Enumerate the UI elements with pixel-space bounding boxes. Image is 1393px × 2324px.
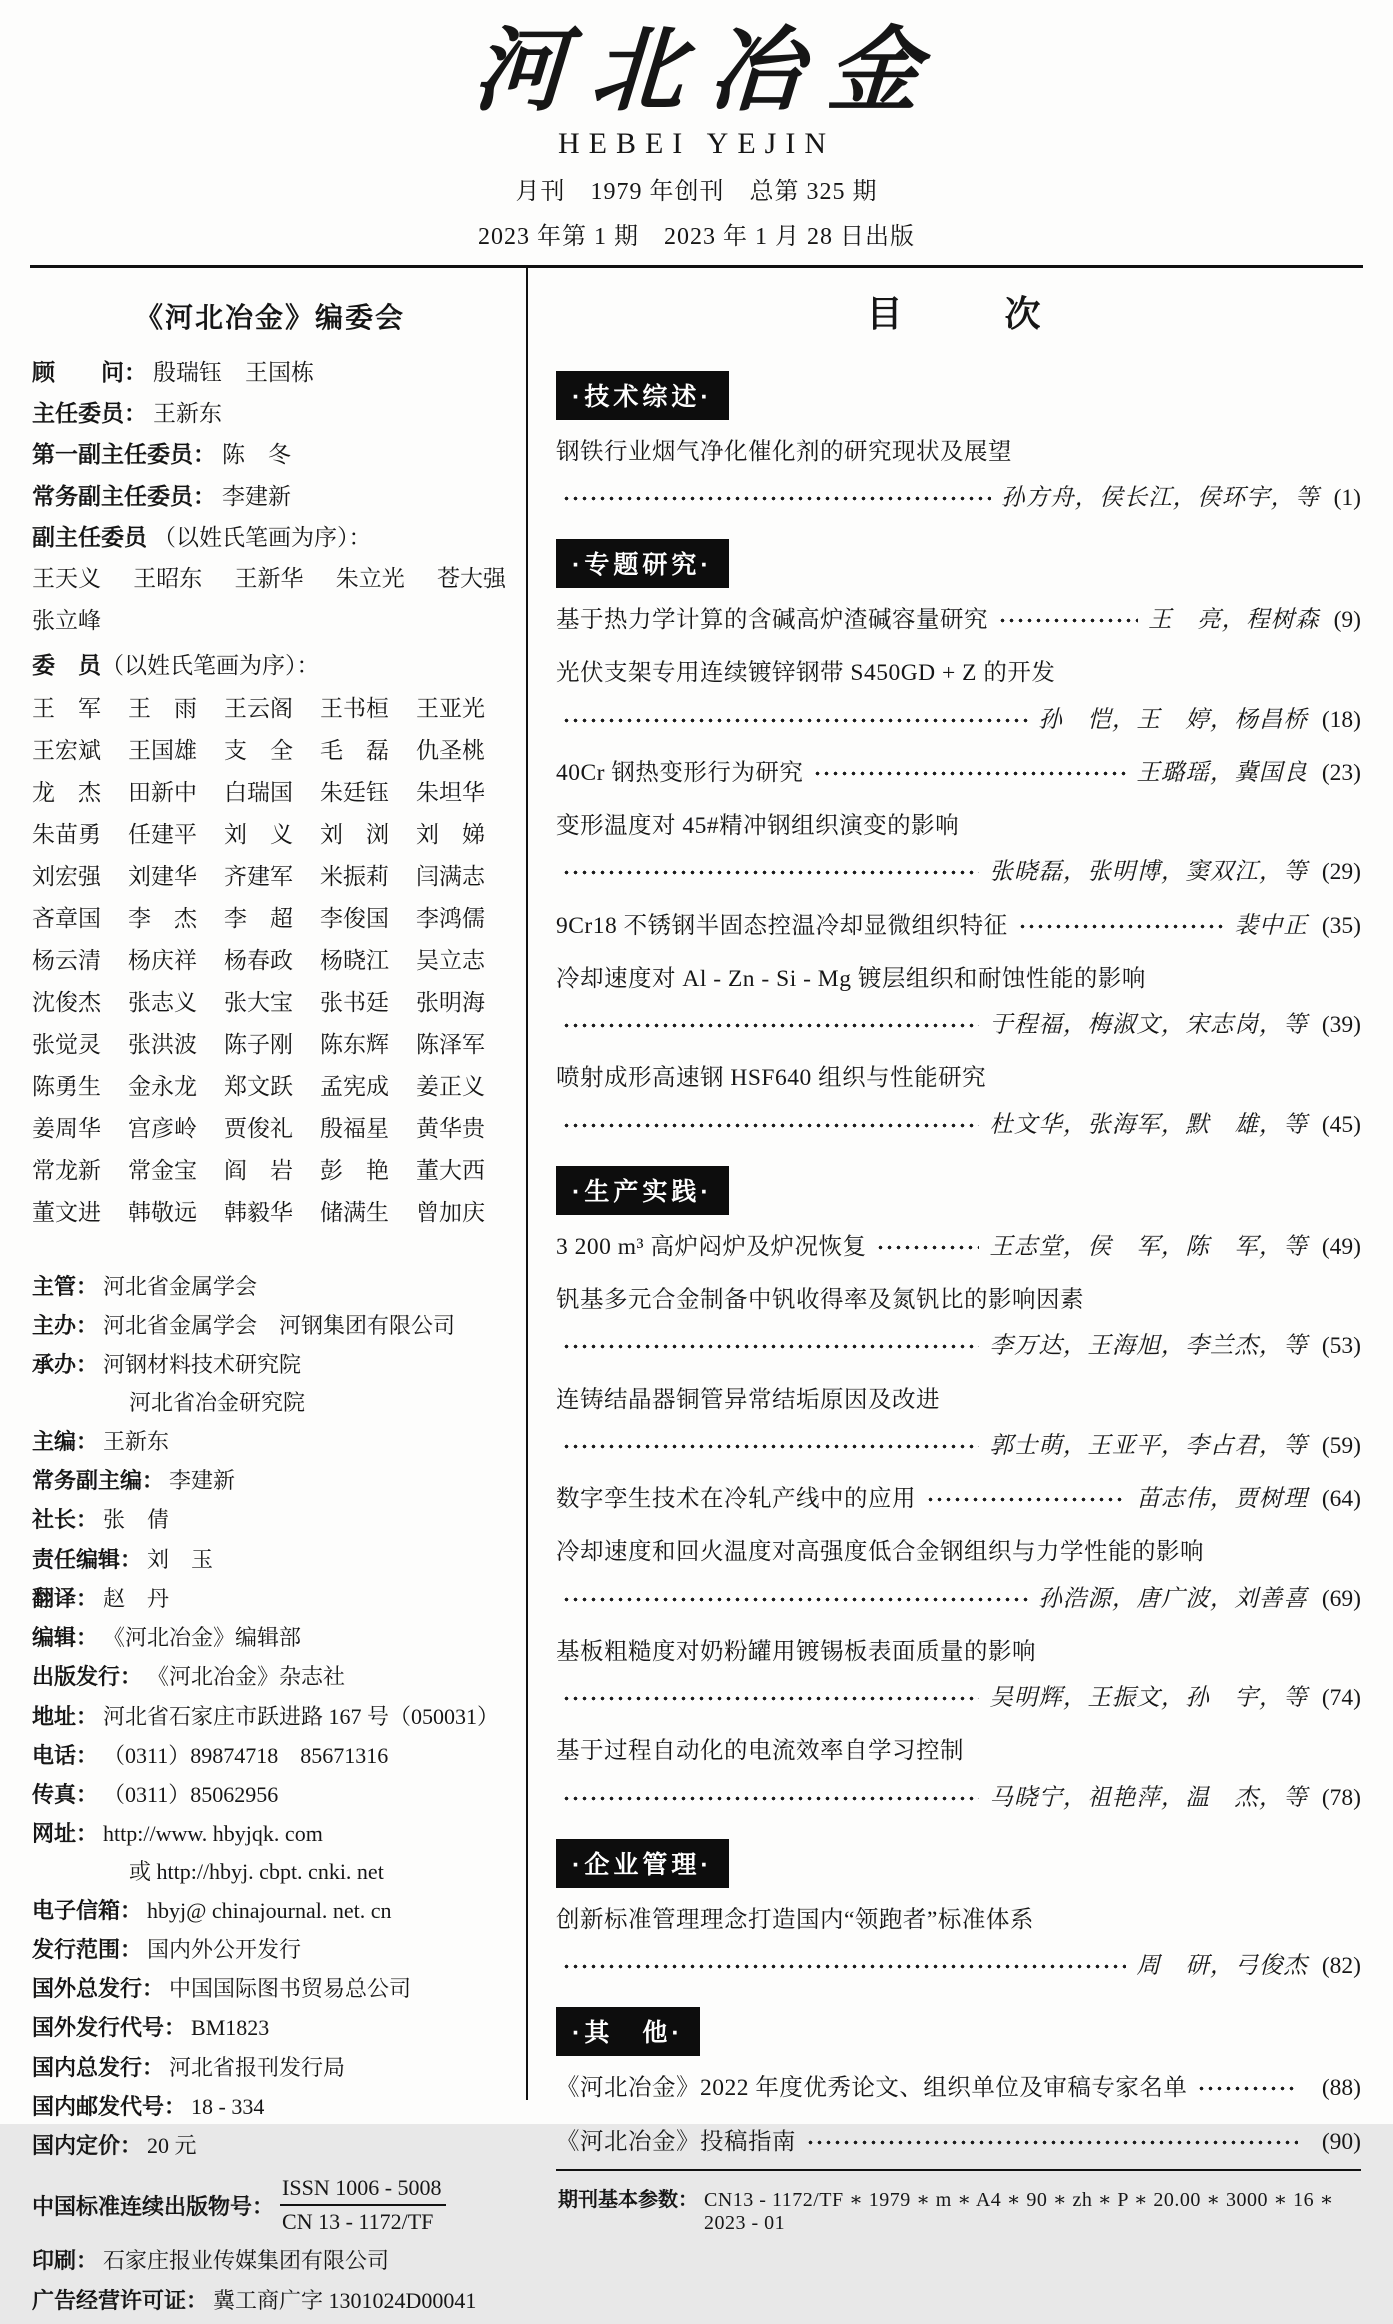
vice-chair-name: 苍大强 [437,566,506,592]
member-name: 张大宝 [224,990,293,1015]
member-header-note: （以姓氏笔画为序）： [101,653,320,678]
toc-article-title: 9Cr18 不锈钢半固态控温冷却显微组织特征 [556,912,1008,939]
member-name: 张明海 [416,990,485,1015]
member-name: 宫彦岭 [128,1116,197,1141]
publication-row [32,1465,508,1496]
member-name: 阎 岩 [224,1158,293,1183]
toc-article-page: (23) [1321,759,1361,786]
board-role-row [32,438,508,471]
journal-parameters-label: 期刊基本参数： [558,2188,698,2211]
toc-article-page: (88) [1321,2075,1361,2102]
toc-article-page: (45) [1321,1111,1361,1138]
publication-value: 张 倩 [103,1507,170,1533]
toc-column [526,268,1363,2234]
publication-row [32,2091,508,2122]
member-name: 张书廷 [320,990,389,1015]
content-columns [30,268,1363,2313]
member-name: 刘 娣 [416,822,485,847]
publication-bottom-block [32,2169,508,2323]
member-name: 龙 杰 [32,780,101,805]
toc-article-title-line [556,1283,1361,1318]
toc-article-title-line [556,1635,1361,1670]
toc-article-line [556,909,1361,944]
member-name: 王云阁 [224,696,293,721]
board-role-label: 第一副主任委员： [32,441,216,468]
member-name: 王国雄 [128,738,197,763]
journal-parameters-footer [556,2169,1361,2239]
toc-leader-dots [562,1021,979,1030]
publication-label: 网址： [32,1821,99,1847]
publication-label: 编辑： [32,1625,99,1651]
publication-value: 河钢材料技术研究院 [103,1352,302,1378]
toc-title: 目 次 [866,292,1051,334]
publication-row [32,1622,508,1653]
toc-article-authors: 张晓磊，张明博，窦双江，等 [989,859,1308,886]
toc-article-title-line [556,962,1361,997]
member-name: 吴立志 [416,948,485,973]
member-name: 陈东辉 [320,1032,389,1057]
publication-row [32,1271,508,1302]
masthead [30,16,1363,268]
toc-article-page: (69) [1321,1585,1361,1612]
toc-article-authors-line [556,1108,1361,1143]
member-name: 殷福星 [320,1116,389,1141]
publication-label: 主管： [32,1274,99,1299]
toc-article-line [556,1230,1361,1265]
publication-row [32,1544,508,1575]
member-name: 王 军 [32,696,101,721]
publication-row [32,1895,508,1926]
issue-date-line: 2023 年第 1 期 2023 年 1 月 28 日出版 [478,223,915,250]
member-name: 杨云清 [32,948,101,973]
publication-value: 河北省金属学会 河钢集团有限公司 [103,1313,456,1339]
member-name: 朱坦华 [416,780,485,805]
toc-article-page: (82) [1321,1953,1361,1980]
toc-article-page: (29) [1321,859,1361,886]
toc-leader-dots [562,716,1028,725]
member-name: 董文进 [32,1200,101,1225]
member-name: 张志义 [128,990,197,1015]
publication-label: 国外总发行： [32,1976,165,2002]
publication-row-continuation [32,1387,508,1418]
toc-article-title: 创新标准管理理念打造国内“领跑者”标准体系 [556,1906,1034,1933]
toc-article-authors: 孙方舟，侯长江，侯环宇，等 [1001,484,1320,511]
publication-row [32,1504,508,1535]
toc-article-page: (35) [1321,912,1361,939]
toc-article-page: (53) [1321,1333,1361,1360]
publication-value: 河北省石家庄市跃进路 167 号（050031） [103,1703,500,1729]
vice-chair-name: 王天义 [32,566,101,592]
toc-article-title: 数字孪生技术在冷轧产线中的应用 [556,1486,916,1513]
toc-article-authors-line [556,1582,1361,1617]
toc-article-title-line [556,809,1361,844]
toc-article-title: 基于热力学计算的含碱高炉渣碱容量研究 [556,607,988,634]
toc-article-authors: 王志堂，侯 军，陈 军，等 [989,1233,1308,1260]
toc-leader-dots [562,1794,979,1803]
member-name: 王书桓 [320,696,389,721]
issn-row [32,2175,508,2235]
member-name: 吝章国 [32,906,101,931]
publication-row [32,1426,508,1457]
toc-article-page: (39) [1321,1012,1361,1039]
member-name: 常金宝 [128,1158,197,1183]
editorial-board-title: 《河北冶金》编委会 [134,301,405,333]
toc-leader-dots [1018,922,1225,931]
toc-article-authors: 李万达，王海旭，李兰杰，等 [989,1333,1308,1360]
member-name: 仇圣桃 [416,738,485,763]
toc-article-authors-line [556,703,1361,738]
publication-info-list [32,1271,508,2169]
publication-value: 或 http://hbyj. cbpt. cnki. net [129,1858,384,1884]
toc-article-line [556,756,1361,791]
toc-leader-dots [1197,2084,1297,2093]
board-role-row [32,397,508,430]
publication-row [32,2012,508,2043]
publication-label: 主办： [32,1313,99,1339]
toc-article-authors: 裴中正 [1234,912,1308,939]
member-name: 黄华贵 [416,1116,485,1141]
member-name: 韩毅华 [224,1200,293,1225]
toc-leader-dots [562,1595,1028,1604]
member-name: 张洪波 [128,1032,197,1057]
publication-value: 河北省报刊发行局 [169,2054,346,2080]
publication-value: 石家庄报业传媒集团有限公司 [103,2248,390,2274]
issn-number: ISSN 1006 - 5008 [280,2175,446,2206]
member-name: 李俊国 [320,906,389,931]
publication-row-continuation [32,1856,508,1887]
toc-article-title-line [556,1535,1361,1570]
toc-article-authors-line [556,1681,1361,1716]
publication-frequency-line: 月刊 1979 年创刊 总第 325 期 [515,178,878,205]
toc-article-authors-line [556,1008,1361,1043]
vice-chair-names [32,562,508,645]
publication-label: 国内邮发代号： [32,2093,187,2119]
toc-article-page: (74) [1321,1685,1361,1712]
vice-chair-name: 王新华 [234,566,304,592]
member-name: 李鸿儒 [416,906,485,931]
publication-label: 广告经营许可证： [32,2287,209,2313]
member-header-label: 委 员 [32,652,101,678]
board-role-row [32,521,508,554]
toc-leader-dots [998,616,1138,625]
board-role-value: （以姓氏笔画为序）： [153,524,372,550]
member-name: 陈勇生 [32,1074,101,1099]
publication-row [32,2245,508,2276]
toc-article-title: 基于过程自动化的电流效率自学习控制 [556,1738,964,1765]
publication-label: 社长： [32,1507,99,1533]
member-name: 张觉灵 [32,1032,101,1057]
publication-label: 常务副主编： [32,1468,165,1494]
member-name: 彭 艳 [320,1158,389,1183]
member-name: 朱廷钰 [320,780,389,805]
publication-row [32,1661,508,1692]
member-name: 刘 浏 [320,822,389,847]
toc-article-title: 基板粗糙度对奶粉罐用镀锡板表面质量的影响 [556,1638,1036,1665]
vice-chair-name: 张立峰 [32,607,101,633]
board-role-value: 王新东 [153,400,222,426]
vice-chair-name: 朱立光 [335,566,405,592]
member-name: 孟宪成 [320,1074,389,1099]
publication-value: 河北省冶金研究院 [129,1389,306,1415]
toc-article-title-line [556,435,1361,470]
toc-article-authors: 吴明辉，王振文，孙 宇，等 [989,1685,1308,1712]
publication-value: 《河北冶金》编辑部 [103,1625,302,1651]
member-name: 董大西 [416,1158,485,1183]
member-name: 杨春政 [224,948,293,973]
vice-chair-name: 王昭东 [133,566,203,592]
toc-section-badge: ·生产实践· [556,1166,729,1215]
member-name: 王宏斌 [32,738,101,763]
member-name-grid [32,690,508,1227]
publication-value: 中国国际图书贸易总公司 [169,1976,412,2002]
member-name: 李 超 [224,906,293,931]
board-role-value: 陈 冬 [222,442,291,468]
toc-article-title-line [556,656,1361,691]
toc-article-page: (9) [1333,607,1361,634]
board-role-row [32,356,508,389]
toc-article-authors: 孙 恺，王 婷，杨昌桥 [1038,706,1308,733]
toc-article-authors-line [556,1949,1361,1984]
toc-article-authors: 王璐瑶，冀国良 [1136,759,1308,786]
toc-section-badge: ·企业管理· [556,1839,729,1888]
toc-article-title: 《河北冶金》2022 年度优秀论文、组织单位及审稿专家名单 [556,2075,1188,2102]
publication-row [32,1701,508,1732]
toc-article-title: 冷却速度和回火温度对高强度低合金钢组织与力学性能的影响 [556,1539,1204,1566]
toc-article-title: 喷射成形高速钢 HSF640 组织与性能研究 [556,1065,987,1092]
toc-article-page: (59) [1321,1432,1361,1459]
publication-label: 国内定价： [32,2133,143,2159]
toc-article-line [556,2071,1361,2106]
journal-parameters-value: CN13 - 1172/TF ∗ 1979 ∗ m ∗ A4 ∗ 90 ∗ zh ∗ P ∗ 20.00 ∗ 3000 ∗ 16 ∗ 2023 - 01 [704,2188,1334,2234]
toc-article-page: (64) [1321,1486,1361,1513]
toc-article-title-line [556,1061,1361,1096]
toc-article-title: 光伏支架专用连续镀锌钢带 S450GD + Z 的开发 [556,660,1056,687]
toc-article-authors: 孙浩源，唐广波，刘善喜 [1038,1585,1308,1612]
toc-article-title-line [556,1734,1361,1769]
publication-value: hbyj@ chinajournal. net. cn [147,1897,392,1923]
member-name: 支 全 [224,738,293,763]
journal-logo-calligraphy: 河北冶金 [470,16,949,124]
toc-article-authors-line [556,855,1361,890]
publication-value: 赵 丹 [103,1585,170,1611]
toc-article-title: 钒基多元合金制备中钒收得率及氮钒比的影响因素 [556,1287,1084,1314]
toc-leader-dots [806,2138,1298,2147]
member-name: 杨庆祥 [128,948,197,973]
toc-article-line [556,603,1361,638]
toc-article-authors: 苗志伟，贾树理 [1136,1486,1308,1513]
toc-article-title: 冷却速度对 Al - Zn - Si - Mg 镀层组织和耐蚀性能的影响 [556,965,1146,992]
publication-value: 20 元 [147,2133,197,2159]
toc-article-authors: 郭士萌，王亚平，李占君，等 [989,1432,1308,1459]
publication-row [32,1818,508,1849]
toc-article-title: 变形温度对 45#精冲钢组织演变的影响 [556,813,960,840]
member-name: 米振莉 [320,864,389,889]
toc-article-title: 40Cr 钢热变形行为研究 [556,759,804,786]
member-name: 姜周华 [32,1116,101,1141]
toc-article-page: (18) [1321,706,1361,733]
toc-leader-dots [562,1694,979,1703]
member-name: 田新中 [128,780,197,805]
publication-row [32,1349,508,1380]
toc-article-title: 《河北冶金》投稿指南 [556,2128,796,2155]
publication-row [32,1740,508,1771]
member-header [32,647,508,680]
board-role-value: 殷瑞钰 王国栋 [153,359,314,385]
member-name: 韩敬远 [128,1200,197,1225]
vice-chair-row [32,604,508,637]
member-name: 王 雨 [128,696,197,721]
member-name: 姜正义 [416,1074,485,1099]
member-name: 郑文跃 [224,1074,293,1099]
toc-leader-dots [562,1342,979,1351]
toc-leader-dots [562,494,991,503]
toc-article-title-line [556,1903,1361,1938]
publication-value: 刘 玉 [147,1546,214,1572]
toc-article-page: (49) [1321,1233,1361,1260]
member-name: 王亚光 [416,696,485,721]
member-name: 李 杰 [128,906,197,931]
board-role-label: 副主任委员 [32,523,147,550]
toc-article-page: (78) [1321,1784,1361,1811]
board-roles-list [32,356,508,563]
toc-article-authors-line [556,481,1361,516]
publication-row [32,1779,508,1810]
publication-label: 电话： [32,1742,99,1768]
toc-article-page: (1) [1333,484,1361,511]
toc-article-authors: 于程福，梅淑文，宋志岗，等 [989,1012,1308,1039]
vice-chair-row [32,562,508,595]
publication-value: （0311）89874718 85671316 [103,1742,389,1768]
publication-value: （0311）85062956 [103,1782,279,1808]
member-name: 沈俊杰 [32,990,101,1015]
publication-value: http://www. hbyjqk. com [103,1821,323,1847]
member-name: 白瑞国 [224,780,293,805]
member-name: 常龙新 [32,1158,101,1183]
member-name: 刘建华 [128,864,197,889]
publication-value: 河北省金属学会 [103,1274,258,1299]
member-name: 齐建军 [224,864,293,889]
toc-article-authors-line [556,1429,1361,1464]
publication-value: 《河北冶金》杂志社 [147,1664,346,1690]
board-role-label: 常务副主任委员： [32,482,216,509]
member-name: 陈子刚 [224,1032,293,1057]
publication-label: 国内总发行： [32,2054,165,2080]
member-name: 朱苗勇 [32,822,101,847]
toc-article-authors: 王 亮，程树森 [1148,607,1320,634]
print-license-list [32,2245,508,2315]
toc-article-title: 钢铁行业烟气净化催化剂的研究现状及展望 [556,438,1012,465]
member-name: 任建平 [128,822,197,847]
publication-label: 发行范围： [32,1936,143,1962]
toc-article-title-line [556,1383,1361,1418]
toc-article-authors: 杜文华，张海军，默 雄，等 [989,1111,1308,1138]
member-name: 杨晓江 [320,948,389,973]
toc-article-title: 连铸结晶器铜管异常结垢原因及改进 [556,1386,940,1413]
toc-section-badge: ·专题研究· [556,539,729,588]
toc-leader-dots [926,1495,1126,1504]
member-name: 储满生 [320,1200,389,1225]
toc-leader-dots [562,1962,1126,1971]
publication-row [32,2285,508,2316]
member-name: 贾俊礼 [224,1116,293,1141]
publication-label: 国外发行代号： [32,2015,187,2041]
toc-article-line [556,2125,1361,2160]
publication-label: 承办： [32,1352,99,1378]
board-role-value: 李建新 [222,483,291,509]
publication-label: 传真： [32,1782,99,1808]
board-role-label: 顾 问： [32,358,147,385]
publication-row [32,1973,508,2004]
publication-label: 翻译： [32,1585,99,1611]
toc-article-authors: 马晓宁，祖艳萍，温 杰，等 [989,1784,1308,1811]
publication-value: 18 - 334 [191,2093,265,2119]
publication-value: BM1823 [191,2015,270,2041]
board-role-label: 主任委员： [32,399,147,426]
toc-article-title: 3 200 m³ 高炉闷炉及炉况恢复 [556,1233,867,1260]
member-name: 闫满志 [416,864,485,889]
publication-label: 责任编辑： [32,1546,143,1572]
publication-value: 王新东 [103,1428,170,1454]
member-name: 金永龙 [128,1074,197,1099]
publication-value: 冀工商广字 1301024D00041 [213,2287,477,2313]
toc-section-badge: ·其 他· [556,2007,700,2056]
publication-row [32,1934,508,1965]
cn-number: CN 13 - 1172/TF [282,2209,434,2235]
board-role-row [32,480,508,513]
member-name: 毛 磊 [320,738,389,763]
publication-label: 印刷： [32,2248,99,2274]
publication-row [32,2052,508,2083]
publication-row [32,1583,508,1614]
toc-leader-dots [562,1121,979,1130]
issn-cn-fraction [280,2175,446,2235]
toc-leader-dots [876,1243,979,1252]
journal-title-english: HEBEI YEJIN [557,126,836,160]
publication-value: 国内外公开发行 [147,1936,302,1962]
toc-article-page: (90) [1321,2128,1361,2155]
toc-leader-dots [562,868,979,877]
member-name: 陈泽军 [416,1032,485,1057]
toc-article-authors-line [556,1781,1361,1816]
toc-section-badge: ·技术综述· [556,371,729,420]
toc-article-line [556,1482,1361,1517]
member-name: 刘宏强 [32,864,101,889]
publication-value: 李建新 [169,1468,236,1494]
toc-article-authors-line [556,1329,1361,1364]
publication-label: 地址： [32,1703,99,1729]
publication-label: 电子信箱： [32,1897,143,1923]
member-name: 曾加庆 [416,1200,485,1225]
publication-label: 出版发行： [32,1664,143,1690]
publication-row [32,1310,508,1341]
editorial-board-column [30,268,526,2313]
toc-leader-dots [562,1442,979,1451]
member-name: 刘 义 [224,822,293,847]
publication-row [32,2130,508,2161]
issn-label: 中国标准连续出版物号： [32,2193,275,2219]
toc-leader-dots [813,769,1126,778]
publication-label: 主编： [32,1428,99,1454]
toc-article-authors: 周 研，弓俊杰 [1136,1953,1308,1980]
